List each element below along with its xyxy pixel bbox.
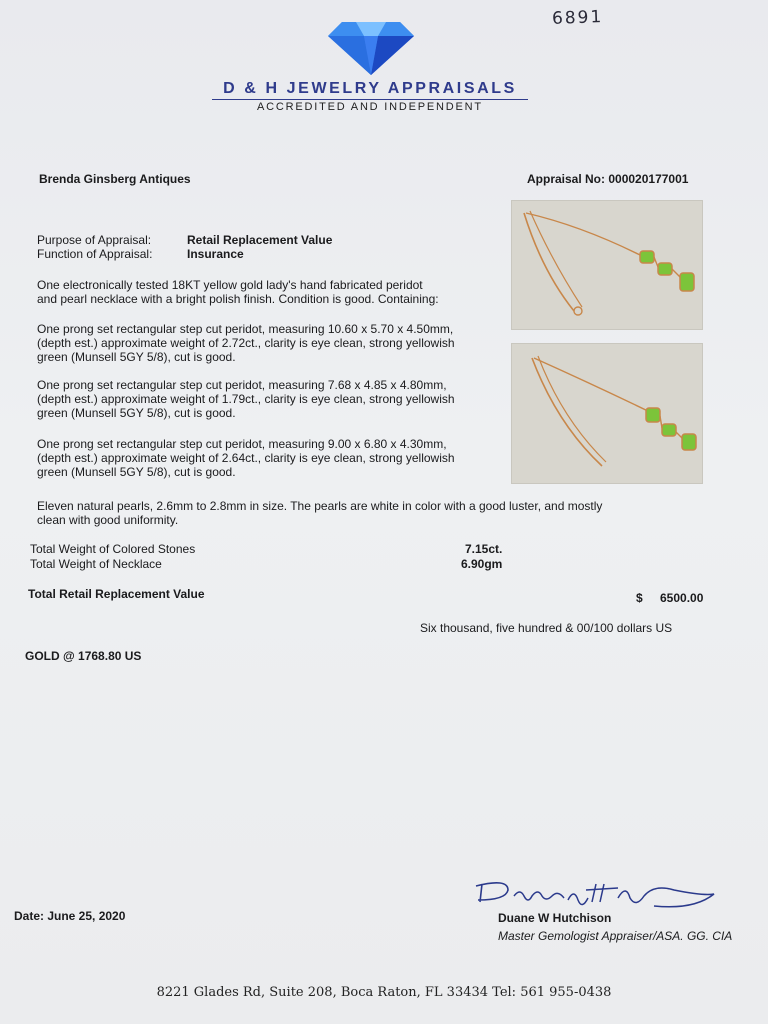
gold-price: GOLD @ 1768.80 US: [25, 649, 142, 663]
client-name: Brenda Ginsberg Antiques: [39, 172, 191, 186]
function-value: Insurance: [187, 247, 244, 261]
function-label: Function of Appraisal:: [37, 247, 153, 261]
handwritten-number: 6891: [551, 7, 604, 29]
signer-name: Duane W Hutchison: [498, 911, 612, 925]
total-retail-value: 6500.00: [660, 591, 704, 605]
total-necklace-label: Total Weight of Necklace: [30, 557, 162, 571]
value-in-words: Six thousand, five hundred & 00/100 dollars US: [420, 621, 673, 635]
purpose-label: Purpose of Appraisal:: [37, 233, 152, 247]
stone-description-3: One prong set rectangular step cut peridot, measuring 9.00 x 6.80 x 4.30mm, (depth est.) approximate weight of 2.64ct., clarity is eye clean, strong yellowish green (Munsell 5GY 5/8), cut is good.: [37, 437, 455, 479]
total-stones-value: 7.15ct.: [465, 542, 503, 556]
total-stones-label: Total Weight of Colored Stones: [30, 542, 196, 556]
purpose-value: Retail Replacement Value: [187, 233, 333, 247]
item-description: One electronically tested 18KT yellow gold lady's hand fabricated peridot and pearl necklace with a bright polish finish. Condition is good. Containing:: [37, 278, 439, 306]
diamond-icon: [326, 20, 416, 81]
company-tagline: ACCREDITED AND INDEPENDENT: [257, 101, 483, 113]
appraisal-number: Appraisal No: 000020177001: [527, 172, 689, 186]
pearls-description: Eleven natural pearls, 2.6mm to 2.8mm in size. The pearls are white in color with a good luster, and mostly clean with good uniformity.: [37, 499, 603, 527]
currency-symbol: $: [636, 591, 643, 605]
stone-description-2: One prong set rectangular step cut peridot, measuring 7.68 x 4.85 x 4.80mm, (depth est.) approximate weight of 1.79ct., clarity is eye clean, strong yellowish green (Munsell 5GY 5/8), cut is good.: [37, 378, 455, 420]
footer-address: 8221 Glades Rd, Suite 208, Boca Raton, FL 33434 Tel: 561 955-0438: [156, 985, 612, 1000]
necklace-photo-1: [511, 200, 703, 330]
appraisal-date: Date: June 25, 2020: [14, 909, 126, 923]
stone-description-1: One prong set rectangular step cut peridot, measuring 10.60 x 5.70 x 4.50mm, (depth est.) approximate weight of 2.72ct., clarity is eye clean, strong yellowish green (Munsell 5GY 5/8), cut is good.: [37, 322, 455, 364]
company-name: D & H JEWELRY APPRAISALS: [212, 80, 528, 100]
necklace-photo-2: [511, 343, 703, 484]
total-necklace-value: 6.90gm: [461, 557, 503, 571]
signer-title: Master Gemologist Appraiser/ASA. GG. CIA: [498, 929, 733, 943]
total-retail-label: Total Retail Replacement Value: [28, 587, 205, 601]
